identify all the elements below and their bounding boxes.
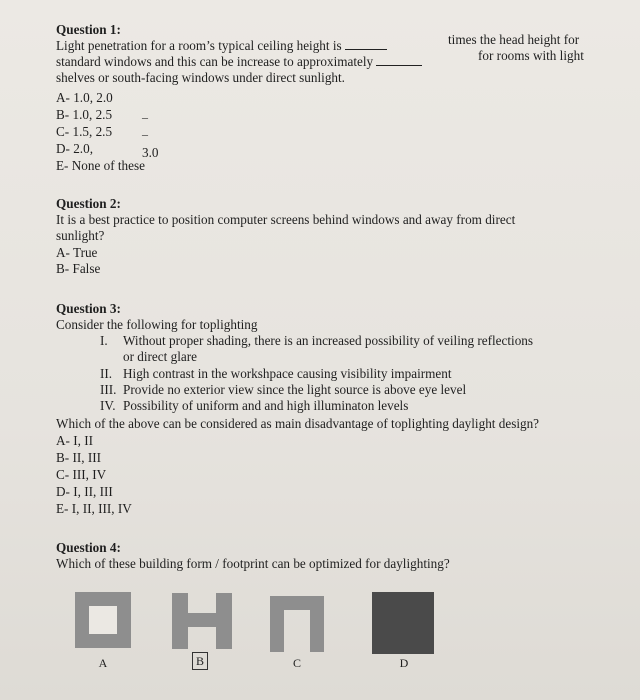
- q3-item-text: Provide no exterior view since the light source is above eye level: [123, 382, 467, 397]
- pen-mark: –: [142, 127, 148, 141]
- footprint-h-shape: [172, 593, 232, 649]
- q2-line1: It is a best practice to position computer screens behind windows and away from direct: [56, 212, 516, 227]
- q1-option-c: C- 1.5, 2.5: [56, 124, 113, 139]
- footprint-square-courtyard: [75, 592, 131, 648]
- q3-question: Which of the above can be considered as main disadvantage of toplighting daylight design?: [56, 416, 540, 431]
- label-c: C: [292, 656, 301, 670]
- q3-option-b: B- II, III: [56, 450, 102, 465]
- q3-item-num: III.: [100, 382, 117, 397]
- q3-item-num: IV.: [100, 398, 116, 413]
- q3-option-c: C- III, IV: [56, 467, 107, 482]
- q1-title: Question 1:: [56, 22, 121, 37]
- label-b: B: [192, 652, 208, 670]
- q2-option-b: B- False: [56, 261, 101, 276]
- q3-item-text: Possibility of uniform and and high illuminaton levels: [123, 398, 409, 413]
- q3-item-text: Without proper shading, there is an increased possibility of veiling reflections: [123, 333, 534, 348]
- q3-item-num: II.: [100, 366, 113, 381]
- q1-option-a: A- 1.0, 2.0: [56, 90, 113, 105]
- q3-option-a: A- I, II: [56, 433, 93, 448]
- q1-option-d-value: 3.0: [142, 145, 159, 160]
- q1-line2-end: for rooms with light: [478, 48, 584, 63]
- q1-line2: standard windows and this can be increase to approximately: [56, 54, 422, 70]
- footprint-solid-square: [372, 592, 434, 654]
- q4-line1: Which of these building form / footprint can be optimized for daylighting?: [56, 556, 450, 571]
- q2-option-a: A- True: [56, 245, 98, 260]
- q2-line2: sunlight?: [56, 228, 105, 243]
- q1-line1: Light penetration for a room’s typical ceiling height is: [56, 38, 387, 54]
- q3-option-e: E- I, II, III, IV: [56, 501, 132, 516]
- q1-option-e: E- None of these: [56, 158, 145, 173]
- q1-option-d: D- 2.0,: [56, 141, 93, 156]
- q3-title: Question 3:: [56, 301, 121, 316]
- footprint-u-shape: [270, 596, 324, 652]
- q1-option-b: B- 1.0, 2.5: [56, 107, 113, 122]
- q3-item-num: I.: [100, 333, 108, 348]
- blank-1: [345, 38, 387, 50]
- label-d: D: [399, 656, 409, 670]
- q3-item-text: High contrast in the workshpace causing visibility impairment: [123, 366, 452, 381]
- pen-mark: –: [142, 110, 148, 124]
- q3-intro: Consider the following for toplighting: [56, 317, 258, 332]
- q4-title: Question 4:: [56, 540, 121, 555]
- blank-2: [376, 54, 422, 66]
- q1-line1-end: times the head height for: [448, 32, 580, 47]
- q3-item-text: or direct glare: [123, 349, 197, 364]
- q3-option-d: D- I, II, III: [56, 484, 113, 499]
- q2-title: Question 2:: [56, 196, 121, 211]
- q1-line3: shelves or south-facing windows under direct sunlight.: [56, 70, 345, 85]
- label-a: A: [98, 656, 108, 670]
